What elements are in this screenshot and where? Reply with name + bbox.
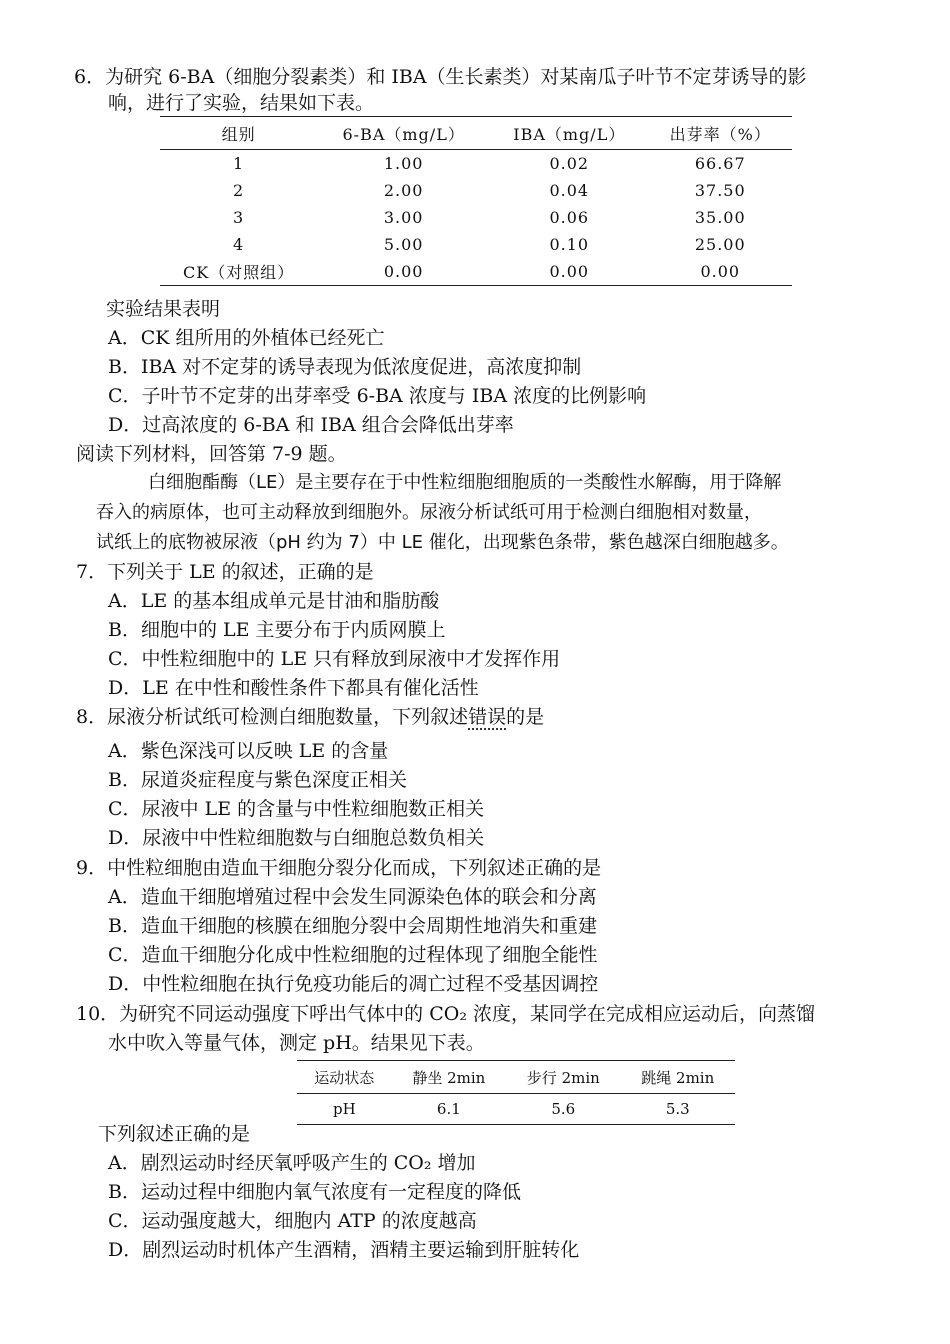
table-header-cell: 6-BA（mg/L） — [317, 117, 490, 150]
q7-option-b: B．细胞中的 LE 主要分布于内质网膜上 — [108, 619, 446, 641]
q10-option-c: C．运动强度越大，细胞内 ATP 的浓度越高 — [108, 1210, 477, 1232]
table-cell: 0.00 — [649, 258, 792, 286]
q9-stem: 9．中性粒细胞由造血干细胞分裂分化而成，下列叙述正确的是 — [76, 857, 602, 879]
q8-option-b: B．尿道炎症程度与紫色深度正相关 — [108, 769, 407, 791]
table-header-cell: 步行 2min — [506, 1061, 620, 1094]
q7-option-a: A．LE 的基本组成单元是甘油和脂肪酸 — [108, 590, 440, 612]
q10-option-d: D．剧烈运动时机体产生酒精，酒精主要运输到肝脏转化 — [108, 1239, 580, 1261]
q10-option-a: A．剧烈运动时经厌氧呼吸产生的 CO₂ 增加 — [108, 1152, 476, 1174]
table-row — [160, 231, 792, 258]
table-cell: 25.00 — [694, 235, 746, 254]
table-row — [160, 177, 792, 204]
table-cell: CK（对照组） — [160, 258, 317, 286]
table-header-cell: 组别 — [160, 117, 317, 150]
table-header-cell: 静坐 2min — [392, 1061, 506, 1094]
q6-option-c: C．子叶节不定芽的出芽率受 6-BA 浓度与 IBA 浓度的比例影响 — [108, 385, 647, 407]
q9-option-c: C．造血干细胞分化成中性粒细胞的过程体现了细胞全能性 — [108, 944, 598, 966]
q6-stem-line1: 6．为研究 6-BA（细胞分裂素类）和 IBA（生长素类）对某南瓜子叶节不定芽诱导的影 — [74, 66, 807, 88]
q9-option-d: D．中性粒细胞在执行免疫功能后的凋亡过程不受基因调控 — [108, 973, 599, 995]
reading-intro: 阅读下列材料，回答第 7-9 题。 — [76, 443, 347, 465]
q7-stem: 7．下列关于 LE 的叙述，正确的是 — [76, 561, 374, 583]
q8-stem-before: 8．尿液分析试纸可检测白细胞数量，下列叙述 — [76, 706, 469, 728]
table-header-row — [297, 1061, 735, 1094]
table-cell: 0.00 — [317, 258, 490, 286]
q9-option-b: B．造血干细胞的核膜在细胞分裂中会周期性地消失和重建 — [108, 915, 597, 937]
q6-option-b: B．IBA 对不定芽的诱导表现为低浓度促进，高浓度抑制 — [108, 356, 582, 378]
q8-option-a: A．紫色深浅可以反映 LE 的含量 — [108, 740, 389, 762]
q7-option-c: C．中性粒细胞中的 LE 只有释放到尿液中才发挥作用 — [108, 648, 561, 670]
q10-stem-line1: 10．为研究不同运动强度下呼出气体中的 CO₂ 浓度，某同学在完成相应运动后，向蒸馏 — [76, 1003, 815, 1025]
table-cell: 0.00 — [490, 258, 649, 286]
q10-option-b: B．运动过程中细胞内氧气浓度有一定程度的降低 — [108, 1181, 521, 1203]
table-row — [160, 150, 792, 178]
table-header-cell: IBA（mg/L） — [490, 117, 649, 150]
table-cell: 35.00 — [694, 208, 746, 227]
q7-option-d: D．LE 在中性和酸性条件下都具有催化活性 — [108, 677, 479, 699]
table-cell: 5.3 — [621, 1094, 735, 1125]
table-cell: 0.10 — [549, 235, 590, 254]
table-cell: 5.00 — [383, 235, 424, 254]
q9-option-a: A．造血干细胞增殖过程中会发生同源染色体的联会和分离 — [108, 886, 597, 908]
table-cell: 2.00 — [383, 181, 424, 200]
q8-option-d: D．尿液中中性粒细胞数与白细胞总数负相关 — [108, 827, 485, 849]
table-row — [160, 204, 792, 231]
q6-stem-line2: 响，进行了实验，结果如下表。 — [108, 92, 375, 114]
table-header-cell: 跳绳 2min — [621, 1061, 735, 1094]
q6-lead: 实验结果表明 — [106, 298, 221, 320]
q8-stem-after: 的是 — [506, 706, 545, 728]
table-cell: 4 — [233, 235, 245, 254]
q8-stem — [76, 704, 544, 730]
table-header-row — [160, 117, 792, 150]
table-cell: 66.67 — [694, 154, 746, 173]
table-cell: 6.1 — [392, 1094, 506, 1125]
table-cell: 3.00 — [383, 208, 424, 227]
table-header-cell: 运动状态 — [297, 1061, 392, 1094]
table-row — [160, 258, 792, 286]
q6-option-a: A．CK 组所用的外植体已经死亡 — [108, 327, 385, 349]
q6-option-d: D．过高浓度的 6-BA 和 IBA 组合会降低出芽率 — [108, 414, 514, 436]
table-cell: 0.02 — [549, 154, 590, 173]
table-cell: 0.06 — [549, 208, 590, 227]
table-cell: 0.04 — [549, 181, 590, 200]
reading-line3: 试纸上的底物被尿液（pH 约为 7）中 LE 催化，出现紫色条带，紫色越深白细胞越多。 — [96, 532, 789, 553]
q6-table — [160, 116, 792, 286]
reading-line2: 吞入的病原体，也可主动释放到细胞外。尿液分析试纸可用于检测白细胞相对数量， — [96, 502, 762, 523]
table-cell: 37.50 — [694, 181, 746, 200]
table-cell: 1.00 — [383, 154, 424, 173]
table-row — [297, 1094, 735, 1125]
reading-line1: 白细胞酯酶（LE）是主要存在于中性粒细胞细胞质的一类酸性水解酶，用于降解 — [148, 472, 782, 493]
table-cell: 5.6 — [506, 1094, 620, 1125]
table-cell: 3 — [233, 208, 245, 227]
table-header-cell: 出芽率（%） — [649, 117, 792, 150]
table-cell: 1 — [233, 154, 245, 173]
q8-option-c: C．尿液中 LE 的含量与中性粒细胞数正相关 — [108, 798, 485, 820]
table-cell: 2 — [233, 181, 245, 200]
q8-stem-emphasis: 错误 — [468, 706, 507, 728]
q10-table — [297, 1060, 735, 1125]
q10-lead: 下列叙述正确的是 — [98, 1123, 251, 1145]
table-cell: pH — [297, 1094, 392, 1125]
q10-stem-line2: 水中吹入等量气体，测定 pH。结果见下表。 — [108, 1032, 485, 1054]
